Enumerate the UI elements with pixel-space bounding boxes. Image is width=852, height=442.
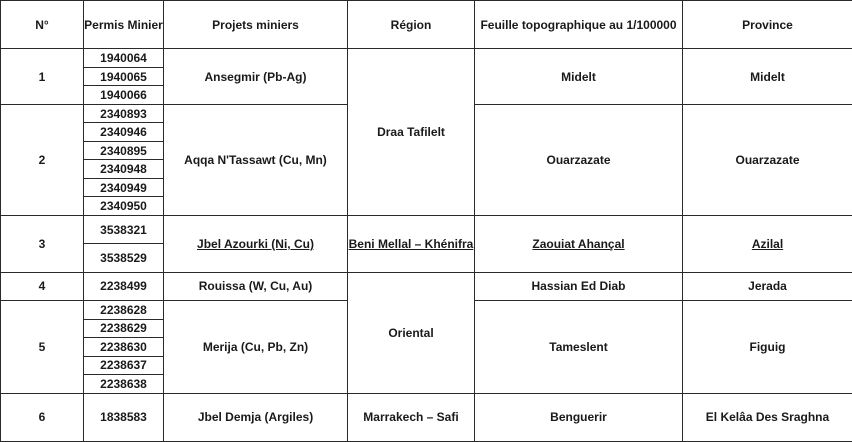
province-cell: El Kelâa Des Sraghna xyxy=(683,393,852,441)
province-cell: Midelt xyxy=(683,49,852,105)
header-region: Région xyxy=(348,1,475,49)
permit-cell: 2340893 xyxy=(84,104,164,123)
header-sheet: Feuille topographique au 1/100000 xyxy=(475,1,683,49)
project-cell: Rouissa (W, Cu, Au) xyxy=(164,272,348,300)
sheet-cell: Hassian Ed Diab xyxy=(475,272,683,300)
permit-cell: 1838583 xyxy=(84,393,164,441)
header-permit: Permis Minier xyxy=(84,1,164,49)
permit-cell: 2340948 xyxy=(84,160,164,179)
row-number: 2 xyxy=(1,104,84,215)
region-cell: Draa Tafilelt xyxy=(348,49,475,216)
permit-cell: 2238638 xyxy=(84,375,164,394)
permit-cell: 2340895 xyxy=(84,141,164,160)
permit-cell: 1940066 xyxy=(84,86,164,105)
row-number: 6 xyxy=(1,393,84,441)
sheet-cell: Midelt xyxy=(475,49,683,105)
sheet-cell: Tameslent xyxy=(475,301,683,394)
permit-cell: 1940065 xyxy=(84,67,164,86)
permit-cell: 2238637 xyxy=(84,356,164,375)
table-row xyxy=(1,215,852,243)
row-number: 4 xyxy=(1,272,84,300)
row-number: 3 xyxy=(1,215,84,272)
header-project: Projets miniers xyxy=(164,1,348,49)
permit-cell: 2340949 xyxy=(84,178,164,197)
table-row xyxy=(1,49,852,68)
header-row xyxy=(1,1,852,49)
region-cell: Beni Mellal – Khénifra xyxy=(348,215,475,272)
header-num: N° xyxy=(1,1,84,49)
sheet-cell: Ouarzazate xyxy=(475,104,683,215)
province-cell: Figuig xyxy=(683,301,852,394)
table-row xyxy=(1,272,852,300)
project-cell: Jbel Demja (Argiles) xyxy=(164,393,348,441)
permit-cell: 3538529 xyxy=(84,244,164,272)
province-cell: Azilal xyxy=(683,215,852,272)
sheet-cell: Benguerir xyxy=(475,393,683,441)
project-cell: Merija (Cu, Pb, Zn) xyxy=(164,301,348,394)
header-province: Province xyxy=(683,1,852,49)
permit-cell: 2238628 xyxy=(84,301,164,320)
permit-cell: 2238630 xyxy=(84,338,164,357)
permit-cell: 3538321 xyxy=(84,215,164,243)
project-cell: Ansegmir (Pb-Ag) xyxy=(164,49,348,105)
province-cell: Jerada xyxy=(683,272,852,300)
project-cell: Aqqa N'Tassawt (Cu, Mn) xyxy=(164,104,348,215)
permit-cell: 2238629 xyxy=(84,319,164,338)
permit-cell: 2238499 xyxy=(84,272,164,300)
permit-cell: 2340950 xyxy=(84,197,164,216)
row-number: 5 xyxy=(1,301,84,394)
table-row xyxy=(1,393,852,441)
region-cell: Marrakech – Safi xyxy=(348,393,475,441)
permit-cell: 2340946 xyxy=(84,123,164,142)
region-cell: Oriental xyxy=(348,272,475,393)
province-cell: Ouarzazate xyxy=(683,104,852,215)
project-cell: Jbel Azourki (Ni, Cu) xyxy=(164,215,348,272)
sheet-cell: Zaouiat Ahançal xyxy=(475,215,683,272)
row-number: 1 xyxy=(1,49,84,105)
permit-cell: 1940064 xyxy=(84,49,164,68)
